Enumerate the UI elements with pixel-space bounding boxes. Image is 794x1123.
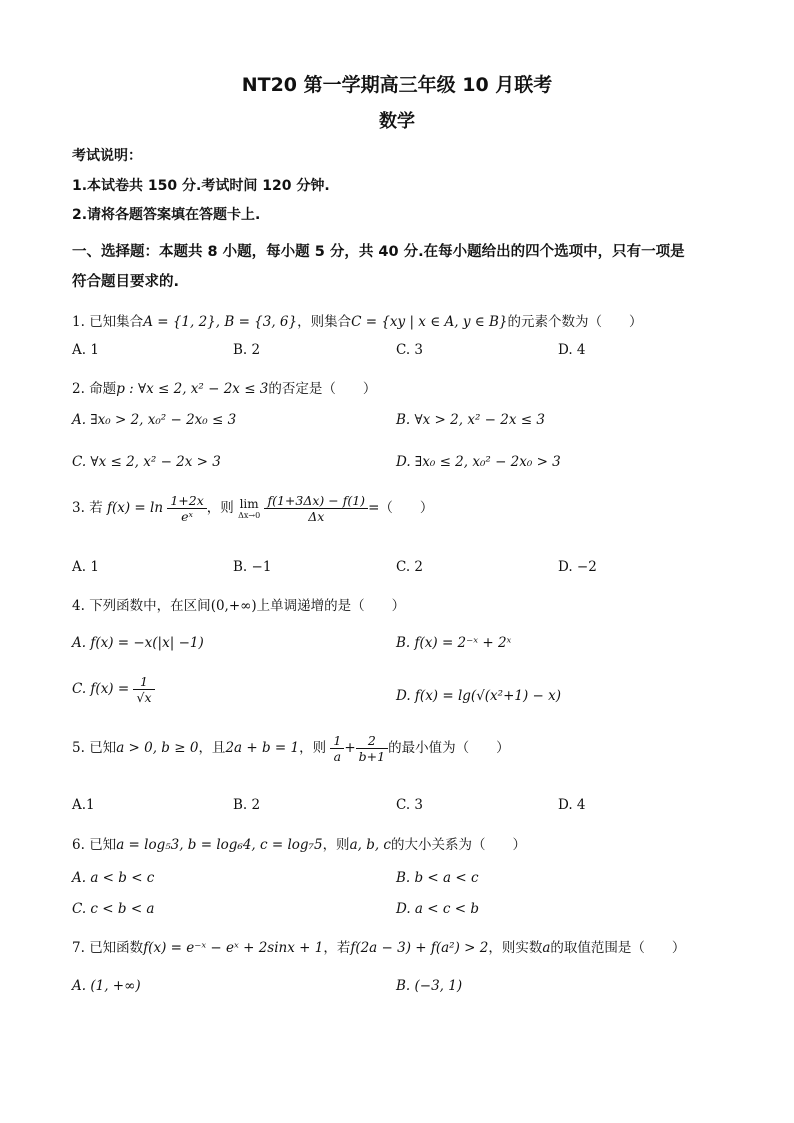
stem-text: 若 [89, 500, 103, 516]
stem-text: 的元素个数为（ ） [507, 314, 643, 330]
question-7-stem [72, 936, 685, 956]
stem-text: ，且 [198, 740, 226, 756]
fraction-numerator: 1 [133, 674, 154, 690]
fraction-denominator: Δx [308, 509, 325, 524]
exam-title: NT20 第一学期高三年级 10 月联考 [241, 74, 553, 96]
stem-math: f(x) = e⁻ˣ − eˣ + 2sinx + 1 [143, 940, 324, 956]
question-1-option-c: C. 3 [396, 342, 424, 358]
question-6-option-b: B. b < a < c [396, 870, 479, 886]
question-6-option-d: D. a < c < b [396, 901, 479, 917]
stem-text: ，则集合 [297, 314, 352, 330]
stem-text: 的取值范围是（ ） [550, 940, 686, 956]
stem-text: 已知集合 [89, 314, 144, 330]
limit-label: lim [239, 497, 259, 511]
stem-text: ，则 [299, 740, 327, 756]
fraction-denominator: √x [136, 690, 152, 705]
question-number: 6. [72, 837, 85, 853]
question-4-option-b: B. f(x) = 2⁻ˣ + 2ˣ [396, 635, 512, 651]
option-label: C. f(x) = [72, 681, 130, 697]
question-2-option-a: A. ∃x₀ > 2, x₀² − 2x₀ ≤ 3 [72, 412, 237, 428]
stem-text: 的大小关系为（ ） [390, 837, 526, 853]
plus-sign: + [344, 740, 356, 756]
stem-math: f(x) = ln [106, 500, 164, 516]
stem-math: C = {xy | x ∈ A, y ∈ B} [351, 314, 508, 330]
question-6-option-c: C. c < b < a [72, 901, 155, 917]
question-1-option-a: A. 1 [72, 342, 99, 358]
fraction-numerator: f(1+3Δx) − f(1) [264, 493, 368, 509]
question-1-stem [72, 310, 643, 330]
stem-math: a = log₅3, b = log₆4, c = log₇5 [116, 837, 323, 853]
section-heading-line1: 一、选择题：本题共 8 小题，每小题 5 分，共 40 分.在每小题给出的四个选项中，只有一项是 [72, 244, 685, 260]
fraction-numerator: 1 [330, 733, 344, 749]
question-3-option-c: C. 2 [396, 559, 424, 575]
question-3-option-d: D. −2 [558, 559, 597, 575]
question-1-option-d: D. 4 [558, 342, 586, 358]
question-number: 7. [72, 940, 85, 956]
stem-text: 上单调递增的是（ ） [256, 598, 406, 614]
question-number: 3. [72, 500, 85, 516]
stem-variable: a [542, 940, 551, 956]
limit-operator [238, 497, 260, 520]
stem-math: (0,+∞) [210, 598, 257, 614]
fraction-numerator: 1+2x [167, 493, 206, 509]
limit-subscript: Δx→0 [238, 511, 261, 520]
question-3-option-a: A. 1 [72, 559, 99, 575]
question-3-option-b: B. −1 [233, 559, 272, 575]
question-3-stem [72, 493, 433, 524]
stem-math: f(2a − 3) + f(a²) > 2 [350, 940, 489, 956]
stem-math: p : ∀x ≤ 2, x² − 2x ≤ 3 [116, 381, 269, 397]
stem-text: ，则实数 [488, 940, 543, 956]
option-fraction [133, 674, 154, 705]
question-number: 5. [72, 740, 85, 756]
question-4-option-a: A. f(x) = −x(|x| −1) [72, 635, 204, 651]
stem-math: a > 0, b ≥ 0 [116, 740, 199, 756]
question-2-option-c: C. ∀x ≤ 2, x² − 2x > 3 [72, 454, 221, 470]
question-2-option-d: D. ∃x₀ ≤ 2, x₀² − 2x₀ > 3 [396, 454, 561, 470]
subject-title: 数学 [379, 111, 415, 132]
stem-text: 的最小值为（ ） [388, 740, 510, 756]
question-5-option-c: C. 3 [396, 797, 424, 813]
instruction-item-2: 2.请将各题答案填在答题卡上. [72, 207, 261, 223]
fraction-numerator: 2 [356, 733, 388, 749]
question-6-stem [72, 833, 526, 853]
fraction-denominator: a [333, 749, 342, 764]
stem-text: 命题 [89, 381, 117, 397]
stem-text: ，若 [323, 940, 351, 956]
question-4-stem [72, 594, 405, 614]
question-5-option-a: A.1 [72, 797, 95, 813]
question-7-option-a: A. (1, +∞) [72, 978, 141, 994]
stem-text: 已知 [89, 837, 117, 853]
question-5-option-b: B. 2 [233, 797, 261, 813]
section-heading-line2: 符合题目要求的. [72, 274, 180, 290]
stem-fraction-2 [356, 733, 388, 764]
stem-math: A = {1, 2}, B = {3, 6} [143, 314, 298, 330]
stem-text: 已知 [89, 740, 117, 756]
stem-math: 2a + b = 1 [225, 740, 300, 756]
stem-text: ，则 [322, 837, 350, 853]
stem-text: 下列函数中，在区间 [89, 598, 211, 614]
instruction-item-1: 1.本试卷共 150 分.考试时间 120 分钟. [72, 178, 330, 194]
question-number: 2. [72, 381, 85, 397]
question-number: 4. [72, 598, 85, 614]
question-2-option-b: B. ∀x > 2, x² − 2x ≤ 3 [396, 412, 545, 428]
stem-text: ，则 [206, 500, 234, 516]
question-2-stem [72, 377, 376, 397]
question-7-option-b: B. (−3, 1) [396, 978, 463, 994]
question-6-option-a: A. a < b < c [72, 870, 155, 886]
question-4-option-d: D. f(x) = lg(√(x²+1) − x) [396, 688, 562, 704]
question-5-option-d: D. 4 [558, 797, 586, 813]
question-4-option-c [72, 674, 155, 705]
question-5-stem [72, 733, 510, 764]
stem-math: a, b, c [349, 837, 391, 853]
stem-text: 已知函数 [89, 940, 144, 956]
question-number: 1. [72, 314, 85, 330]
fraction-denominator: b+1 [358, 749, 386, 764]
stem-fraction [167, 493, 206, 524]
fraction-denominator: eˣ [181, 509, 193, 524]
stem-fraction [330, 733, 344, 764]
stem-fraction-2 [264, 493, 368, 524]
question-1-option-b: B. 2 [233, 342, 261, 358]
instructions-heading: 考试说明： [72, 148, 142, 164]
stem-text: =（ ） [368, 500, 434, 516]
stem-text: 的否定是（ ） [268, 381, 377, 397]
